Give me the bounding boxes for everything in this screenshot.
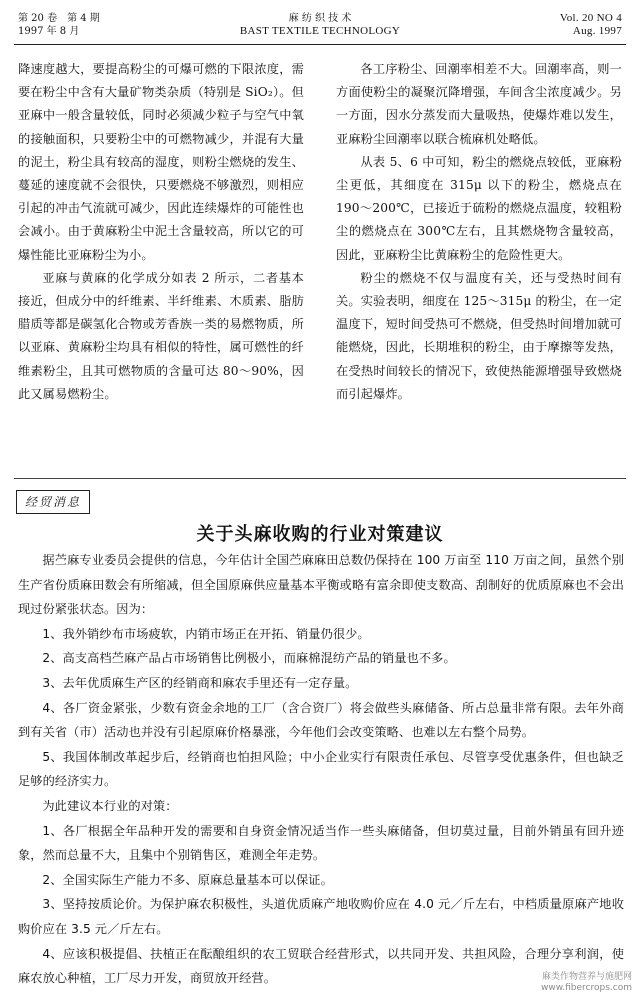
section-divider [14,478,626,479]
news-paragraph: 3、坚持按质论价。为保护麻农积极性，头道优质麻产地收购价应在 4.0 元／斤左右，中档质量原麻产地收购价应在 3.5 元／斤左右。 [18,897,624,936]
paragraph: 各工序粉尘、回潮率相差不大。回潮率高，则一方面使粉尘的凝聚沉降增强，车间含尘浓度减少。另一方面，因水分蒸发而大量吸热，使爆炸难以发生，亚麻粉尘回潮率以联合梳麻机处略低。 [336,62,622,146]
news-paragraph: 5、我国体制改革起步后，经销商也怕担风险；中小企业实行有限责任承包、尽管享受优惠条件，但也缺乏足够的经济实力。 [18,749,624,789]
news-title: 关于头麻收购的行业对策建议 [196,524,444,545]
news-paragraph: 2、全国实际生产能力不多、原麻总量基本可以保证。 [42,872,333,887]
news-paragraph: 1、我外销纱布市场疲软，内销市场正在开拓、销量仍很少。 [42,626,370,641]
article-body [18,58,622,468]
paragraph: 降速度越大，要提高粉尘的可爆可燃的下限浓度，需要在粉尘中含有大量矿物类杂质（特别是 SiO₂）。但亚麻中一般含量较低，同时必须减少粒子与空气中氧的接触面积，只要粉尘中的可燃物减少，并混有大量的泥土，粉尘具有较高的湿度，则粉尘燃烧的发生、蔓延的速度就不会很快，只要燃烧不够激烈，则相应引起的冲击气流就可减少，因此连续爆炸的可能性也会减小。由于黄麻粉尘中泥土含量较高，所以它的可爆性能比亚麻粉尘为小。 [18,62,304,262]
journal-name-en: BAST TEXTILE TECHNOLOGY [239,25,401,37]
journal-header [14,8,626,45]
watermark-line: 麻类作物营养与施肥网 [541,972,632,982]
news-paragraph: 2、高支高档苎麻产品占市场销售比例极小，而麻棉混纺产品的销量也不多。 [42,651,456,666]
news-paragraph: 1、各厂根据全年品种开发的需要和自身资金情况适当作一些头麻储备，但切莫过量，目前外销虽有回升迹象，然而总量不大，且集中个别销售区，难测全年走势。 [18,823,624,863]
issue-info-en [560,12,622,38]
paragraph: 粉尘的燃烧不仅与温度有关，还与受热时间有关。实验表明，细度在 125～315μ 的粉尘，在一定温度下，短时间受热可不燃烧，但受热时间增加就可能燃烧，因此，长期堆积的粉尘，由于摩擦等发热，在受热时间较长的情况下，致使热能源增强导致燃烧而引起爆炸。 [336,270,622,401]
journal-name-cn: 麻 纺 织 技 术 [288,13,352,24]
journal-name [14,12,626,38]
watermark-line: www.fibercrops.com [541,983,632,993]
news-paragraph: 4、应该积极提倡、扶植正在酝酿组织的农工贸联合经营形式，以共同开发、共担风险，合理分享利润，使麻农放心种植，工厂尽力开发，商贸放开经营。 [18,946,624,986]
date-en: Aug. 1997 [572,25,622,37]
site-watermark [541,972,632,994]
paragraph: 亚麻与黄麻的化学成分如表 2 所示，二者基本接近，但成分中的纤维素、半纤维素、木质素、脂肪腊质等都是碳氢化合物或芳香族一类的易燃物质，所以亚麻、黄麻粉尘均具有相似的特性，属可燃性的纤维素粉尘，且其可燃物质的含量可达 80～90%，因此又属易燃粉尘。 [18,270,304,401]
left-column [18,58,304,406]
section-label: 经贸消息 [16,490,90,514]
news-body [18,548,624,991]
paragraph: 从表 5、6 中可知，粉尘的燃烧点较低，亚麻粉尘更低，其细度在 315μ 以下的粉尘，燃烧点在 190～200℃，已接近于硫粉的燃烧点温度，较粗粉尘的燃烧点在 300℃左右，且其燃烧物含量较高，因此，亚麻粉尘比黄麻粉尘的危险性更大。 [336,154,622,262]
date-cn: 1997 年 8 月 [18,26,80,37]
news-paragraph: 据苎麻专业委员会提供的信息，今年估计全国苎麻麻田总数仍保持在 100 万亩至 110 万亩之间，虽然个别生产省份质麻田数会有所缩减，但全国原麻供应量基本平衡或略有富余即使支数高、刮制好的优质原麻也不会出现过份紧张状态。因为： [18,553,624,617]
news-paragraph: 4、各厂资金紧张，少数有资金余地的工厂（含合资厂）将会做些头麻储备、所占总量非常有限。去年外商到有关省（市）活动也并没有引起原麻价格暴涨，今年他们会改变策略、也难以左右整个局势。 [18,700,624,740]
right-column [336,58,622,406]
news-paragraph: 为此建议本行业的对策： [42,798,178,813]
volume-cn: 第 20 卷 第 4 期 [18,13,100,24]
volume-en: Vol. 20 NO 4 [559,12,622,24]
news-paragraph: 3、去年优质麻生产区的经销商和麻农手里还有一定存量。 [42,675,358,690]
